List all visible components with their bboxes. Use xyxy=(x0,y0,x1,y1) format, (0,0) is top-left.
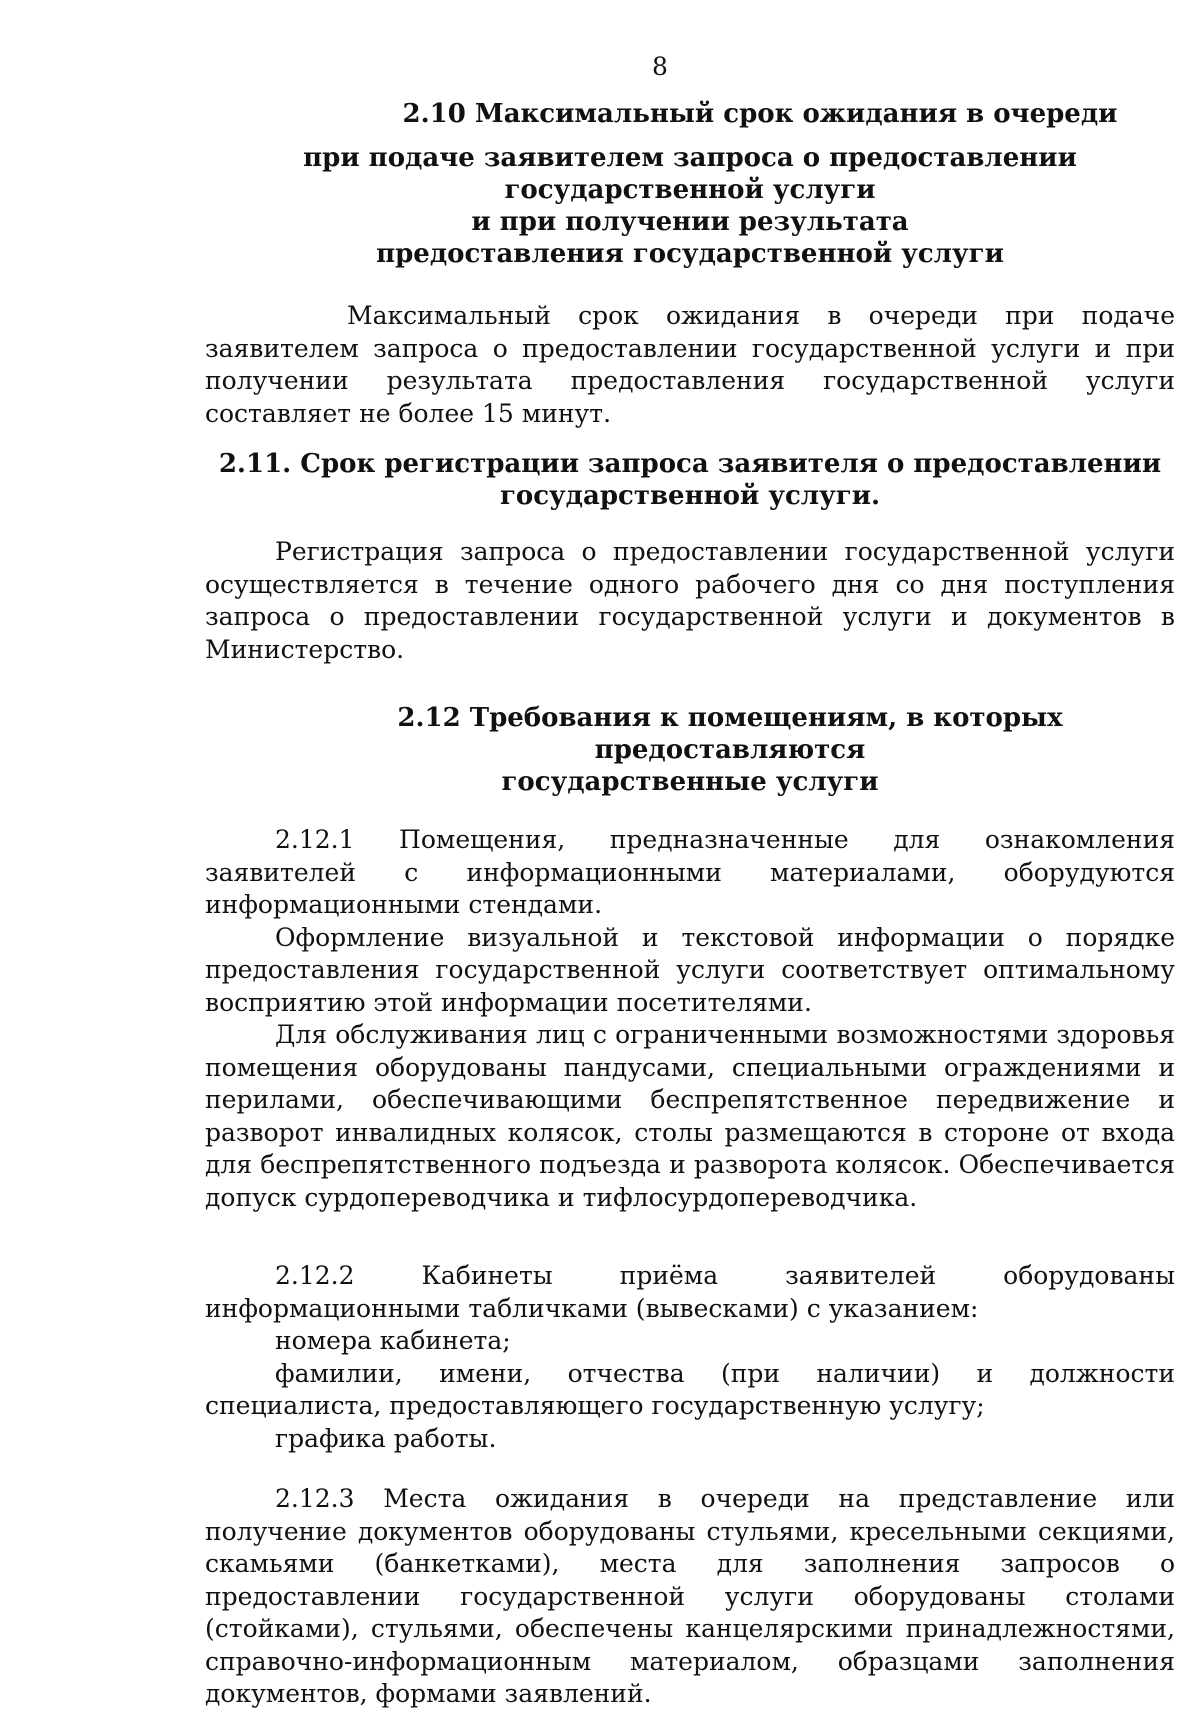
section-2-12-heading xyxy=(205,702,1175,798)
heading-line: государственные услуги xyxy=(501,767,879,797)
heading-line: государственной услуги. xyxy=(499,481,881,511)
heading-line: и при получении результата xyxy=(471,207,909,237)
heading-line: 2.12 Требования к помещениям, в которых предоставляются xyxy=(397,703,1063,765)
section-2-12-2-paragraph: 2.12.2 Кабинеты приёма заявителей оборудованы информационными табличками (вывесками) с указанием: xyxy=(205,1261,1175,1323)
list-item-room-number: номера кабинета; xyxy=(275,1326,511,1355)
section-2-10-heading xyxy=(205,98,1175,270)
heading-line: 2.10 Максимальный срок ожидания в очереди xyxy=(402,99,1118,129)
heading-line: предоставления государственной услуги xyxy=(376,239,1004,269)
section-2-12-1-paragraph: 2.12.1 Помещения, предназначенные для ознакомления заявителей с информационными материалами, оборудуются информационными стендами. xyxy=(205,825,1175,919)
page-number: 8 xyxy=(652,52,668,81)
list-item-specialist-name: фамилии, имени, отчества (при наличии) и должности специалиста, предоставляющего государственную услугу; xyxy=(205,1358,1175,1420)
section-2-11-heading xyxy=(205,448,1175,512)
heading-line: при подаче заявителем запроса о предоставлении государственной услуги xyxy=(303,143,1077,205)
list-item-schedule: графика работы. xyxy=(275,1423,497,1453)
section-2-12-accessibility-paragraph: Для обслуживания лиц с ограниченными возможностями здоровья помещения оборудованы пандусами, специальными ограждениями и перилами, обеспечивающими беспрепятственное передвижение и разворот инвалидных колясок, столы размещаются в стороне от входа для беспрепятственного подъезда и разворота колясок. Обеспечивается допуск сурдопереводчика и тифлосурдопереводчика. xyxy=(205,1020,1175,1212)
heading-line: 2.11. Срок регистрации запроса заявителя о предоставлении xyxy=(218,449,1162,479)
section-2-10-paragraph: Максимальный срок ожидания в очереди при подаче заявителем запроса о предоставлении государственной услуги и при получении результата предоставления государственной услуги составляет не более 15 минут. xyxy=(205,301,1175,428)
section-2-12-design-paragraph: Оформление визуальной и текстовой информации о порядке предоставления государственной услуги соответствует оптимальному восприятию этой информации посетителями. xyxy=(205,922,1175,1017)
section-2-11-paragraph: Регистрация запроса о предоставлении государственной услуги осуществляется в течение одного рабочего дня со дня поступления запроса о предоставлении государственной услуги и документов в Министерство. xyxy=(205,537,1175,664)
document-body xyxy=(205,98,1175,1711)
section-2-12-3-paragraph: 2.12.3 Места ожидания в очереди на представление или получение документов оборудованы стульями, кресельными секциями, скамьями (банкетками), места для заполнения запросов о предоставлении государственной услуги оборудованы столами (стойками), стульями, обеспечены канцелярскими принадлежностями, справочно-информационным материалом, образцами заполнения документов, формами заявлений. xyxy=(205,1484,1175,1708)
